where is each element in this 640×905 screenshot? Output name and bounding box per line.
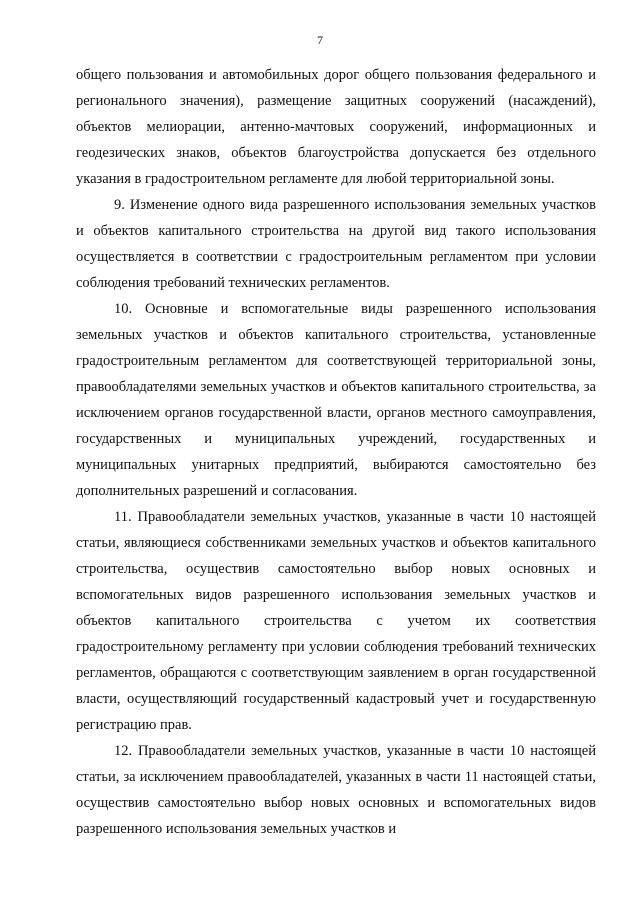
paragraph-10: 10. Основные и вспомогательные виды разрешенного использования земельных участков и объектов капитального строительства, установленные градостроительным регламентом для соответствующей территориальной зоны, правообладателями земельных участков и объектов капитального строительства, за исключением органов государственной власти, органов местного самоуправления, государственных и муниципальных учреждений, государственных и муниципальных унитарных предприятий, выбираются самостоятельно без дополнительных разрешений и согласования. — [76, 301, 596, 499]
paragraph-11: 11. Правообладатели земельных участков, указанные в части 10 настоящей статьи, являющиеся собственниками земельных участков и объектов капитального строительства, осуществив самостоятельно выбор новых основных и вспомогательных видов разрешенного использования земельных участков и объектов капитального строительства с учетом их соответствия градостроительному регламенту при условии соблюдения требований технических регламентов, обращаются с соответствующим заявлением в орган государственной власти, осуществляющий государственный кадастровый учет и государственную регистрацию прав. — [76, 509, 596, 733]
document-body — [76, 62, 596, 842]
page-number: 7 — [317, 33, 323, 47]
paragraph-9: 9. Изменение одного вида разрешенного использования земельных участков и объектов капитального строительства на другой вид такого использования осуществляется в соответствии с градостроительным регламентом при условии соблюдения требований технических регламентов. — [76, 197, 596, 291]
paragraph-12: 12. Правообладатели земельных участков, указанные в части 10 настоящей статьи, за исключением правообладателей, указанных в части 11 настоящей статьи, осуществив самостоятельно выбор новых основных и вспомогательных видов разрешенного использования земельных участков и — [76, 743, 596, 837]
paragraph-continuation: общего пользования и автомобильных дорог общего пользования федерального и регионального значения), размещение защитных сооружений (насаждений), объектов мелиорации, антенно-мачтовых сооружений, информационных и геодезических знаков, объектов благоустройства допускается без отдельного указания в градостроительном регламенте для любой территориальной зоны. — [76, 67, 596, 187]
